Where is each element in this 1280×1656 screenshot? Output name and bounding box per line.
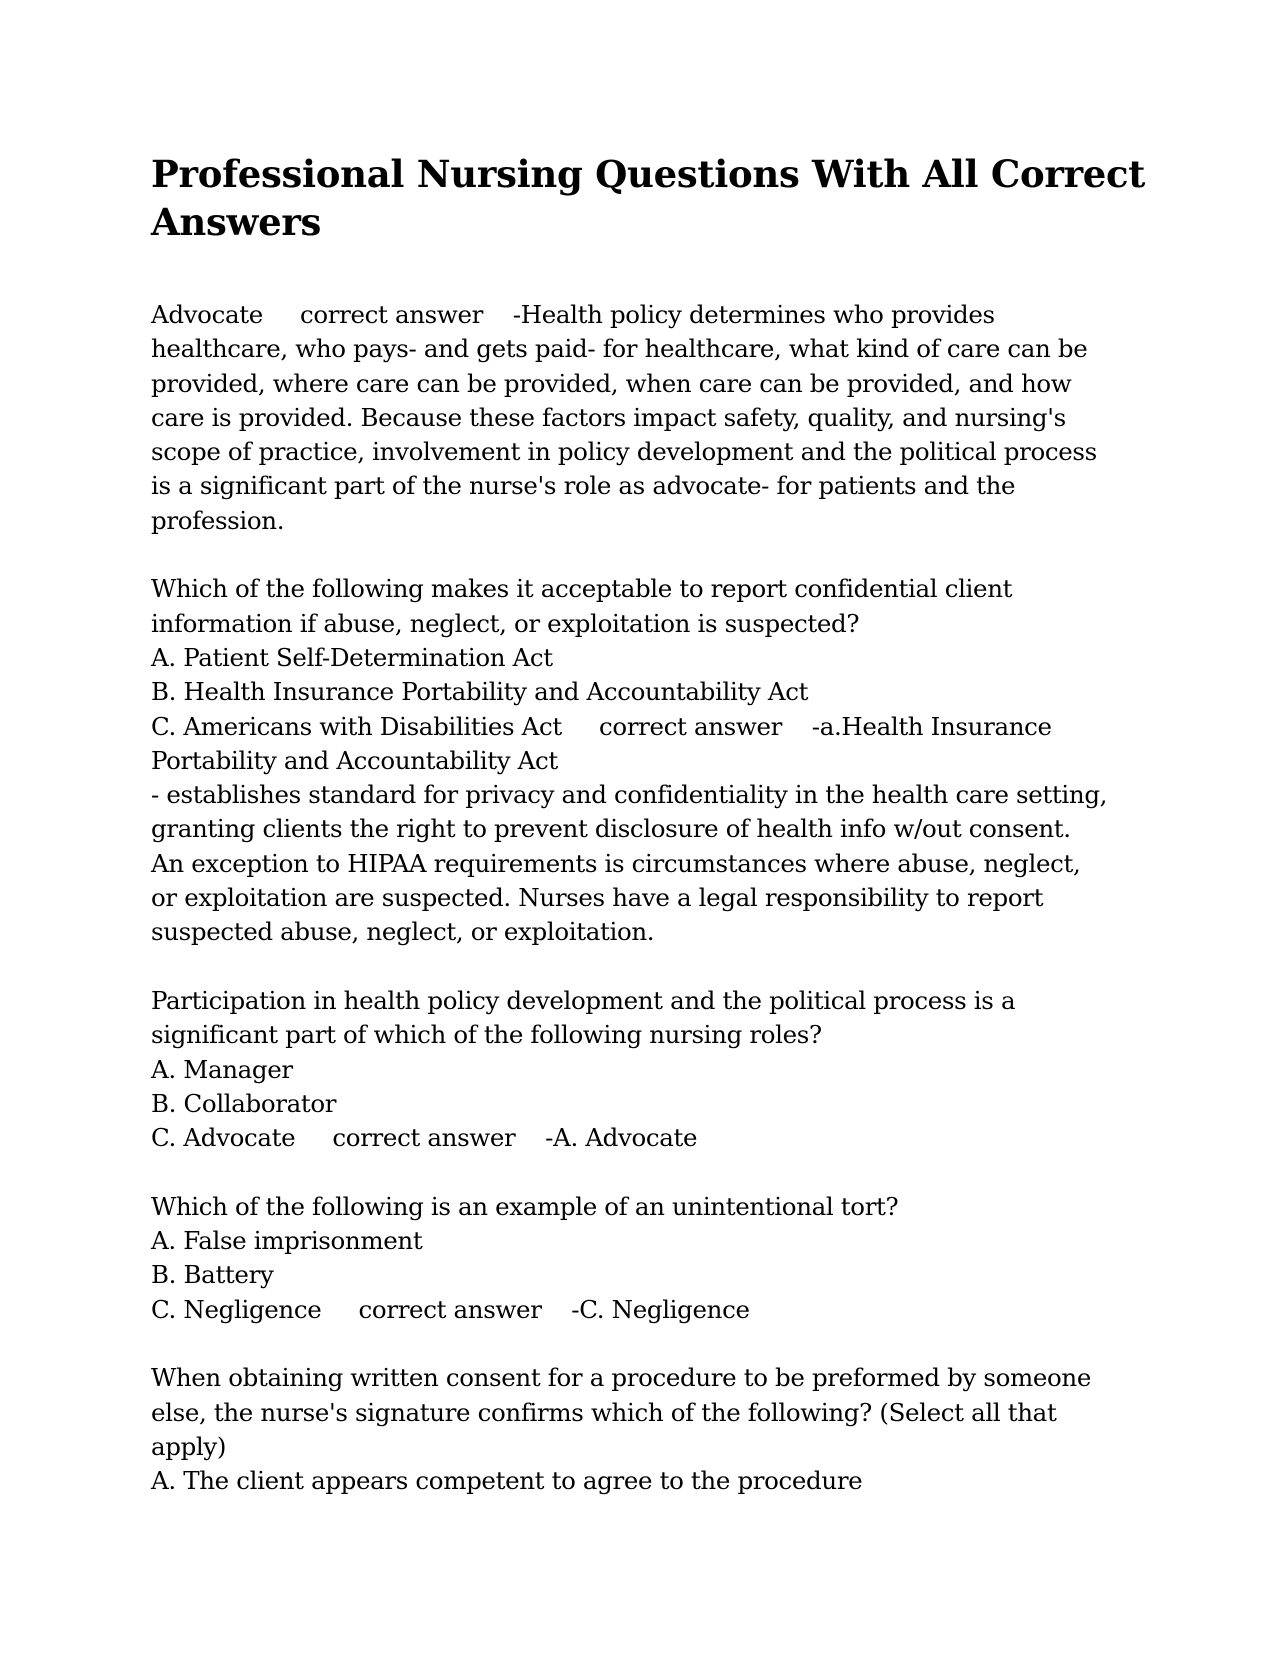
explanation-line: An exception to HIPAA requirements is circumstances where abuse, neglect,: [151, 848, 1081, 878]
answer-block-advocate: [151, 298, 1151, 538]
option-line: A. The client appears competent to agree to the procedure: [151, 1466, 863, 1496]
question-line: information if abuse, neglect, or exploitation is suspected?: [151, 608, 860, 638]
option-line: B. Collaborator: [151, 1088, 337, 1118]
option-line: C. Americans with Disabilities Act correct answer -a.Health Insurance: [151, 711, 1052, 741]
title-line: Professional Nursing Questions With All Correct: [151, 152, 1146, 196]
question-block-hipaa: [151, 572, 1151, 949]
title-line: Answers: [151, 200, 322, 244]
explanation-line: - establishes standard for privacy and confidentiality in the health care setting,: [151, 780, 1108, 810]
option-line: A. Manager: [151, 1054, 293, 1084]
document-page: [151, 150, 1151, 1533]
question-line: else, the nurse's signature confirms which of the following? (Select all that: [151, 1397, 1057, 1427]
text-line: provided, where care can be provided, when care can be provided, and how: [151, 368, 1072, 398]
text-line: Advocate correct answer -Health policy determines who provides: [151, 300, 995, 329]
question-line: significant part of which of the following nursing roles?: [151, 1020, 822, 1050]
text-line: scope of practice, involvement in policy development and the political process: [151, 437, 1097, 467]
question-block-consent: [151, 1361, 1151, 1498]
explanation-line: granting clients the right to prevent disclosure of health info w/out consent.: [151, 814, 1071, 844]
option-line: B. Health Insurance Portability and Accountability Act: [151, 677, 809, 707]
text-line: profession.: [151, 505, 285, 535]
question-line: Which of the following makes it acceptable to report confidential client: [151, 574, 1013, 604]
option-line: A. Patient Self-Determination Act: [151, 642, 553, 672]
option-line: C. Negligence correct answer -C. Negligence: [151, 1294, 750, 1324]
text-line: care is provided. Because these factors impact safety, quality, and nursing's: [151, 402, 1066, 432]
question-block-tort: [151, 1190, 1151, 1327]
answer-line: Portability and Accountability Act: [151, 745, 558, 775]
question-line: Which of the following is an example of an unintentional tort?: [151, 1191, 899, 1221]
option-line: B. Battery: [151, 1260, 274, 1290]
option-line: A. False imprisonment: [151, 1226, 423, 1256]
question-line: When obtaining written consent for a procedure to be preformed by someone: [151, 1363, 1091, 1393]
question-block-roles: [151, 984, 1151, 1155]
text-line: is a significant part of the nurse's role as advocate- for patients and the: [151, 471, 1016, 501]
document-title: [151, 150, 1151, 246]
question-line: Participation in health policy development and the political process is a: [151, 985, 1016, 1015]
text-line: healthcare, who pays- and gets paid- for healthcare, what kind of care can be: [151, 334, 1088, 364]
explanation-line: or exploitation are suspected. Nurses have a legal responsibility to report: [151, 883, 1044, 913]
explanation-line: suspected abuse, neglect, or exploitation.: [151, 917, 655, 947]
question-line: apply): [151, 1431, 227, 1461]
option-line: C. Advocate correct answer -A. Advocate: [151, 1123, 698, 1153]
